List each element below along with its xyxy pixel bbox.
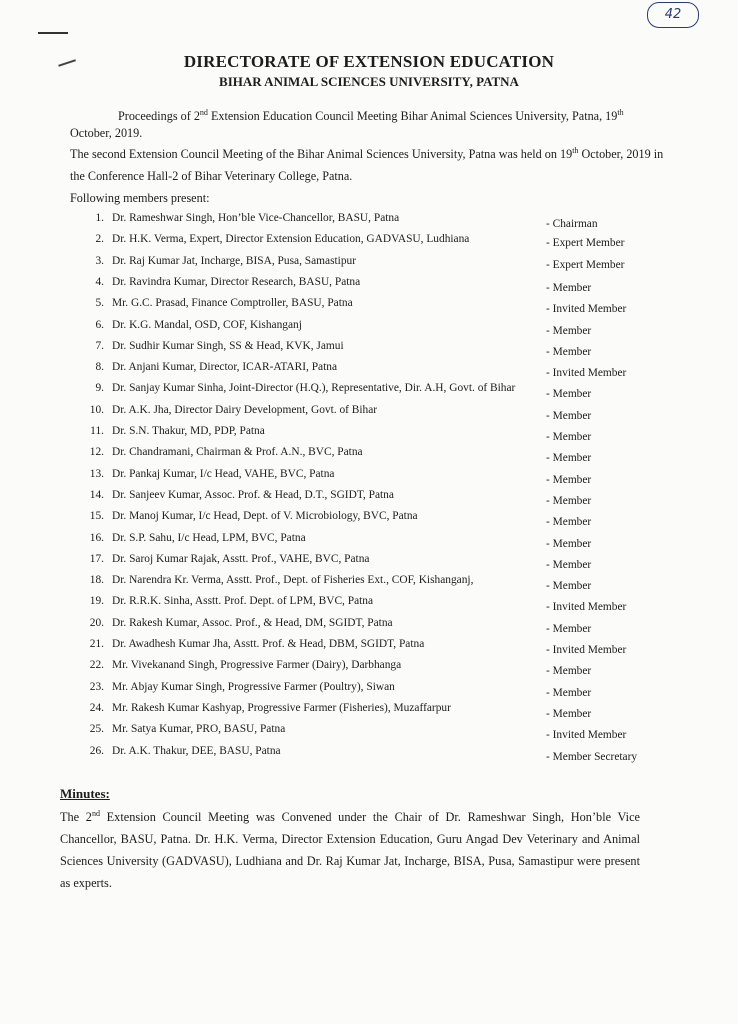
member-number: 7.	[95, 340, 104, 352]
member-number: 1.	[95, 212, 104, 224]
minutes-paragraph: The 2nd Extension Council Meeting was Convened under the Chair of Dr. Rameshwar Singh, Hon’ble Vice Chancellor, BASU, Patna. Dr. H.K. Verma, Director Extension Education, Guru Angad Dev Veterinary and Animal Sciences University (GADVASU), Ludhiana and Dr. Raj Kumar Jat, Incharge, BISA, Pusa, Samastipur were present as experts.	[60, 808, 641, 890]
member-role: - Invited Member	[546, 303, 627, 315]
member-number: 16.	[89, 532, 104, 544]
meeting-paragraph: The second Extension Council Meeting of the Bihar Animal Sciences University, Patna was held on 19th October, 2019 in the Conference Hall-2 of Bihar Veterinary College, Patna.	[70, 145, 664, 183]
member-name: Dr. S.N. Thakur, MD, PDP, Patna	[112, 425, 265, 437]
member-row	[0, 229, 738, 249]
member-number: 19.	[89, 595, 104, 607]
member-number: 23.	[89, 681, 104, 693]
member-row	[0, 677, 738, 697]
member-name: Dr. Sanjay Kumar Sinha, Joint-Director (H.Q.), Representative, Dir. A.H, Govt. of Bihar	[112, 382, 516, 394]
member-role: - Member	[546, 431, 592, 443]
member-row	[0, 528, 738, 548]
document-title: DIRECTORATE OF EXTENSION EDUCATION	[183, 52, 555, 71]
member-name: Mr. Abjay Kumar Singh, Progressive Farmer (Poultry), Siwan	[112, 681, 395, 693]
member-number: 9.	[95, 382, 104, 394]
member-name: Dr. Sanjeev Kumar, Assoc. Prof. & Head, D.T., SGIDT, Patna	[112, 489, 394, 501]
member-role: - Member Secretary	[546, 751, 638, 763]
member-role: - Expert Member	[546, 259, 625, 271]
member-row	[0, 655, 738, 675]
member-row	[0, 208, 738, 228]
member-number: 24.	[89, 702, 104, 714]
member-role: - Member	[546, 516, 592, 528]
member-name: Dr. H.K. Verma, Expert, Director Extension Education, GADVASU, Ludhiana	[112, 233, 470, 245]
member-role: - Member	[546, 495, 592, 507]
member-number: 8.	[95, 361, 104, 373]
member-row	[0, 613, 738, 633]
member-row	[0, 719, 738, 739]
member-row	[0, 315, 738, 335]
member-role: - Member	[546, 708, 592, 720]
member-number: 2.	[95, 233, 104, 245]
member-role: - Invited Member	[546, 729, 627, 741]
member-role: - Member	[546, 410, 592, 422]
member-role: - Member	[546, 559, 592, 571]
member-number: 26.	[89, 745, 104, 757]
member-row	[0, 506, 738, 526]
member-row	[0, 570, 738, 590]
member-name: Dr. Saroj Kumar Rajak, Asstt. Prof., VAHE, BVC, Patna	[112, 553, 370, 565]
member-number: 18.	[89, 574, 104, 586]
member-number: 10.	[89, 404, 104, 416]
member-role: - Member	[546, 623, 592, 635]
document-subtitle: BIHAR ANIMAL SCIENCES UNIVERSITY, PATNA	[219, 74, 519, 89]
member-name: Dr. Rakesh Kumar, Assoc. Prof., & Head, DM, SGIDT, Patna	[112, 617, 393, 629]
member-name: Mr. Vivekanand Singh, Progressive Farmer (Dairy), Darbhanga	[112, 659, 402, 671]
page-number: 42	[647, 2, 699, 28]
member-name: Dr. Ravindra Kumar, Director Research, BASU, Patna	[112, 276, 361, 288]
member-role: - Member	[546, 388, 592, 400]
member-name: Dr. Sudhir Kumar Singh, SS & Head, KVK, Jamui	[112, 340, 344, 352]
member-name: Mr. Satya Kumar, PRO, BASU, Patna	[112, 723, 286, 735]
member-role: - Member	[546, 325, 592, 337]
member-role: - Member	[546, 538, 592, 550]
member-row	[0, 272, 738, 292]
member-role: - Invited Member	[546, 367, 627, 379]
proceedings-line: Proceedings of 2nd Extension Education Council Meeting Bihar Animal Sciences University, Patna, 19th October, 2019.	[70, 107, 624, 140]
member-number: 3.	[95, 255, 104, 267]
member-role: - Invited Member	[546, 601, 627, 613]
member-role: - Member	[546, 687, 592, 699]
member-name: Dr. Chandramani, Chairman & Prof. A.N., BVC, Patna	[112, 446, 363, 458]
pen-mark	[38, 32, 68, 34]
member-name: Dr. Raj Kumar Jat, Incharge, BISA, Pusa, Samastipur	[112, 255, 357, 267]
member-row	[0, 464, 738, 484]
minutes-heading: Minutes:	[60, 786, 110, 801]
member-name: Dr. Narendra Kr. Verma, Asstt. Prof., Dept. of Fisheries Ext., COF, Kishanganj,	[112, 574, 474, 586]
member-role: - Member	[546, 580, 592, 592]
member-role: - Member	[546, 665, 592, 677]
member-name: Dr. S.P. Sahu, I/c Head, LPM, BVC, Patna	[112, 532, 306, 544]
member-row	[0, 442, 738, 462]
member-name: Dr. R.R.K. Sinha, Asstt. Prof. Dept. of LPM, BVC, Patna	[112, 595, 374, 607]
member-name: Dr. Anjani Kumar, Director, ICAR-ATARI, Patna	[112, 361, 337, 373]
member-name: Dr. K.G. Mandal, OSD, COF, Kishanganj	[112, 319, 302, 331]
member-number: 13.	[89, 468, 104, 480]
member-row	[0, 549, 738, 569]
member-number: 14.	[89, 489, 104, 501]
member-name: Dr. Manoj Kumar, I/c Head, Dept. of V. Microbiology, BVC, Patna	[112, 510, 418, 522]
member-number: 6.	[95, 319, 104, 331]
member-row	[0, 741, 738, 761]
member-name: Mr. Rakesh Kumar Kashyap, Progressive Farmer (Fisheries), Muzaffarpur	[112, 702, 451, 714]
members-present-label: Following members present:	[70, 191, 210, 205]
member-role: - Invited Member	[546, 644, 627, 656]
member-number: 25.	[89, 723, 104, 735]
member-name: Dr. Pankaj Kumar, I/c Head, VAHE, BVC, Patna	[112, 468, 335, 480]
member-number: 22.	[89, 659, 104, 671]
member-name: Dr. Rameshwar Singh, Hon’ble Vice-Chancellor, BASU, Patna	[112, 212, 400, 224]
member-name: Mr. G.C. Prasad, Finance Comptroller, BASU, Patna	[112, 297, 353, 309]
member-role: - Member	[546, 452, 592, 464]
member-role: - Expert Member	[546, 237, 625, 249]
member-number: 4.	[95, 276, 104, 288]
member-number: 17.	[89, 553, 104, 565]
member-row	[0, 485, 738, 505]
member-row	[0, 293, 738, 313]
member-row	[0, 591, 738, 611]
member-name: Dr. Awadhesh Kumar Jha, Asstt. Prof. & Head, DBM, SGIDT, Patna	[112, 638, 425, 650]
member-row	[0, 336, 738, 356]
member-row	[0, 378, 738, 398]
member-name: Dr. A.K. Thakur, DEE, BASU, Patna	[112, 745, 281, 757]
member-role: - Member	[546, 474, 592, 486]
member-number: 5.	[95, 297, 104, 309]
member-row	[0, 421, 738, 441]
member-row	[0, 634, 738, 654]
member-row	[0, 357, 738, 377]
member-number: 11.	[90, 425, 104, 437]
member-role: - Chairman	[546, 218, 598, 230]
member-role: - Member	[546, 346, 592, 358]
member-name: Dr. A.K. Jha, Director Dairy Development, Govt. of Bihar	[112, 404, 378, 416]
member-number: 15.	[89, 510, 104, 522]
member-row	[0, 698, 738, 718]
member-row	[0, 251, 738, 271]
member-number: 12.	[89, 446, 104, 458]
member-number: 21.	[89, 638, 104, 650]
member-number: 20.	[89, 617, 104, 629]
member-role: - Member	[546, 282, 592, 294]
member-row	[0, 400, 738, 420]
